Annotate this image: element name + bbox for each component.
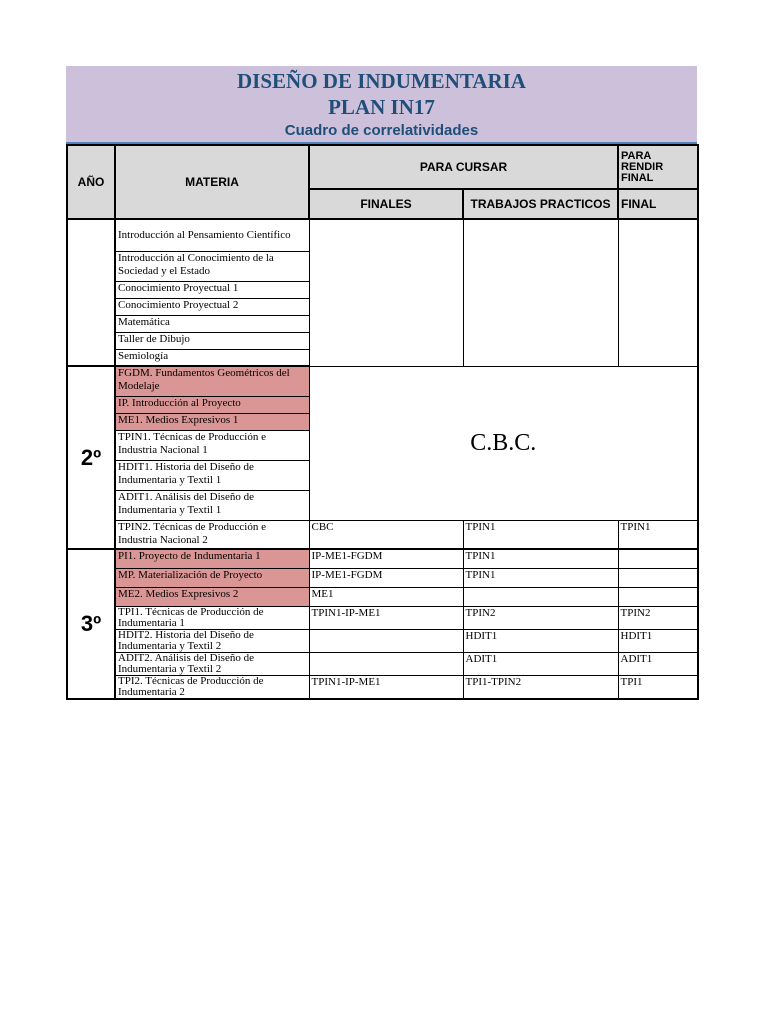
- plan-title: PLAN IN17: [328, 95, 435, 119]
- materia-cell: TPIN1. Técnicas de Producción e Industria Nacional 1: [115, 430, 309, 460]
- materia-cell: PI1. Proyecto de Indumentaria 1: [115, 549, 309, 568]
- materia-cell: FGDM. Fundamentos Geométricos del Modelaje: [115, 366, 309, 396]
- materia-cell: ME2. Medios Expresivos 2: [115, 587, 309, 606]
- tp-cell: TPI1-TPIN2: [463, 675, 618, 699]
- header-final: FINAL: [618, 189, 698, 219]
- cbc-final-empty: [618, 219, 698, 366]
- materia-cell: HDIT2. Historia del Diseño de Indumentaria y Textil 2: [115, 629, 309, 652]
- final-cell: [618, 587, 698, 606]
- year-cbc: [67, 219, 115, 366]
- tp-cell: ADIT1: [463, 652, 618, 675]
- materia-cell: TPIN2. Técnicas de Producción e Industria Nacional 2: [115, 520, 309, 549]
- finales-cell: IP-ME1-FGDM: [309, 568, 463, 587]
- table-row: [67, 629, 698, 652]
- table-row: [67, 219, 698, 251]
- header-finales: FINALES: [309, 189, 463, 219]
- materia-cell: ME1. Medios Expresivos 1: [115, 413, 309, 430]
- finales-cell: ME1: [309, 587, 463, 606]
- table-row: [67, 587, 698, 606]
- materia-cell: Taller de Dibujo: [115, 332, 309, 349]
- tp-cell: TPIN1: [463, 549, 618, 568]
- header-anio: AÑO: [67, 145, 115, 219]
- tp-cell: TPIN1: [463, 568, 618, 587]
- year-second: 2º: [67, 366, 115, 549]
- materia-cell: Conocimiento Proyectual 2: [115, 298, 309, 315]
- finales-cell: IP-ME1-FGDM: [309, 549, 463, 568]
- title-banner: [66, 66, 697, 144]
- document-title: DISEÑO DE INDUMENTARIA: [237, 69, 526, 93]
- materia-cell: MP. Materialización de Proyecto: [115, 568, 309, 587]
- finales-cell: CBC: [309, 520, 463, 549]
- tp-cell: TPIN1: [463, 520, 618, 549]
- materia-cell: Conocimiento Proyectual 1: [115, 281, 309, 298]
- table-row: [67, 549, 698, 568]
- materia-cell: TPI2. Técnicas de Producción de Indumentaria 2: [115, 675, 309, 699]
- final-cell: TPIN2: [618, 606, 698, 629]
- final-cell: [618, 549, 698, 568]
- cbc-tp-empty: [463, 219, 618, 366]
- table-row: [67, 568, 698, 587]
- finales-cell: TPIN1-IP-ME1: [309, 675, 463, 699]
- header-para-rendir: PARA RENDIR FINAL: [618, 145, 698, 189]
- finales-cell: [309, 652, 463, 675]
- cbc-finales-empty: [309, 219, 463, 366]
- table-row: [67, 606, 698, 629]
- correlatividades-document: [66, 66, 697, 700]
- final-cell: TPI1: [618, 675, 698, 699]
- materia-cell: ADIT1. Análisis del Diseño de Indumentaria y Textil 1: [115, 490, 309, 520]
- header-trabajos-practicos: TRABAJOS PRACTICOS: [463, 189, 618, 219]
- final-cell: TPIN1: [618, 520, 698, 549]
- materia-cell: HDIT1. Historia del Diseño de Indumentaria y Textil 1: [115, 460, 309, 490]
- finales-cell: [309, 629, 463, 652]
- final-cell: HDIT1: [618, 629, 698, 652]
- correlatividades-table: [66, 144, 699, 700]
- table-row: [67, 652, 698, 675]
- final-cell: [618, 568, 698, 587]
- year-third: 3º: [67, 549, 115, 699]
- table-row: [67, 675, 698, 699]
- materia-cell: TPI1. Técnicas de Producción de Indumentaria 1: [115, 606, 309, 629]
- materia-cell: Introducción al Conocimiento de la Sociedad y el Estado: [115, 251, 309, 281]
- tp-cell: [463, 587, 618, 606]
- final-cell: ADIT1: [618, 652, 698, 675]
- materia-cell: Matemática: [115, 315, 309, 332]
- materia-cell: ADIT2. Análisis del Diseño de Indumentaria y Textil 2: [115, 652, 309, 675]
- materia-cell: Semiología: [115, 349, 309, 366]
- header-para-cursar: PARA CURSAR: [309, 145, 618, 189]
- materia-cell: Introducción al Pensamiento Científico: [115, 219, 309, 251]
- materia-cell: IP. Introducción al Proyecto: [115, 396, 309, 413]
- finales-cell: TPIN1-IP-ME1: [309, 606, 463, 629]
- table-row: [67, 520, 698, 549]
- cbc-merged-cell: C.B.C.: [309, 366, 698, 520]
- header-materia: MATERIA: [115, 145, 309, 219]
- tp-cell: HDIT1: [463, 629, 618, 652]
- document-subtitle: Cuadro de correlatividades: [284, 122, 479, 139]
- tp-cell: TPIN2: [463, 606, 618, 629]
- header-row-1: [67, 145, 698, 189]
- table-row: [67, 366, 698, 396]
